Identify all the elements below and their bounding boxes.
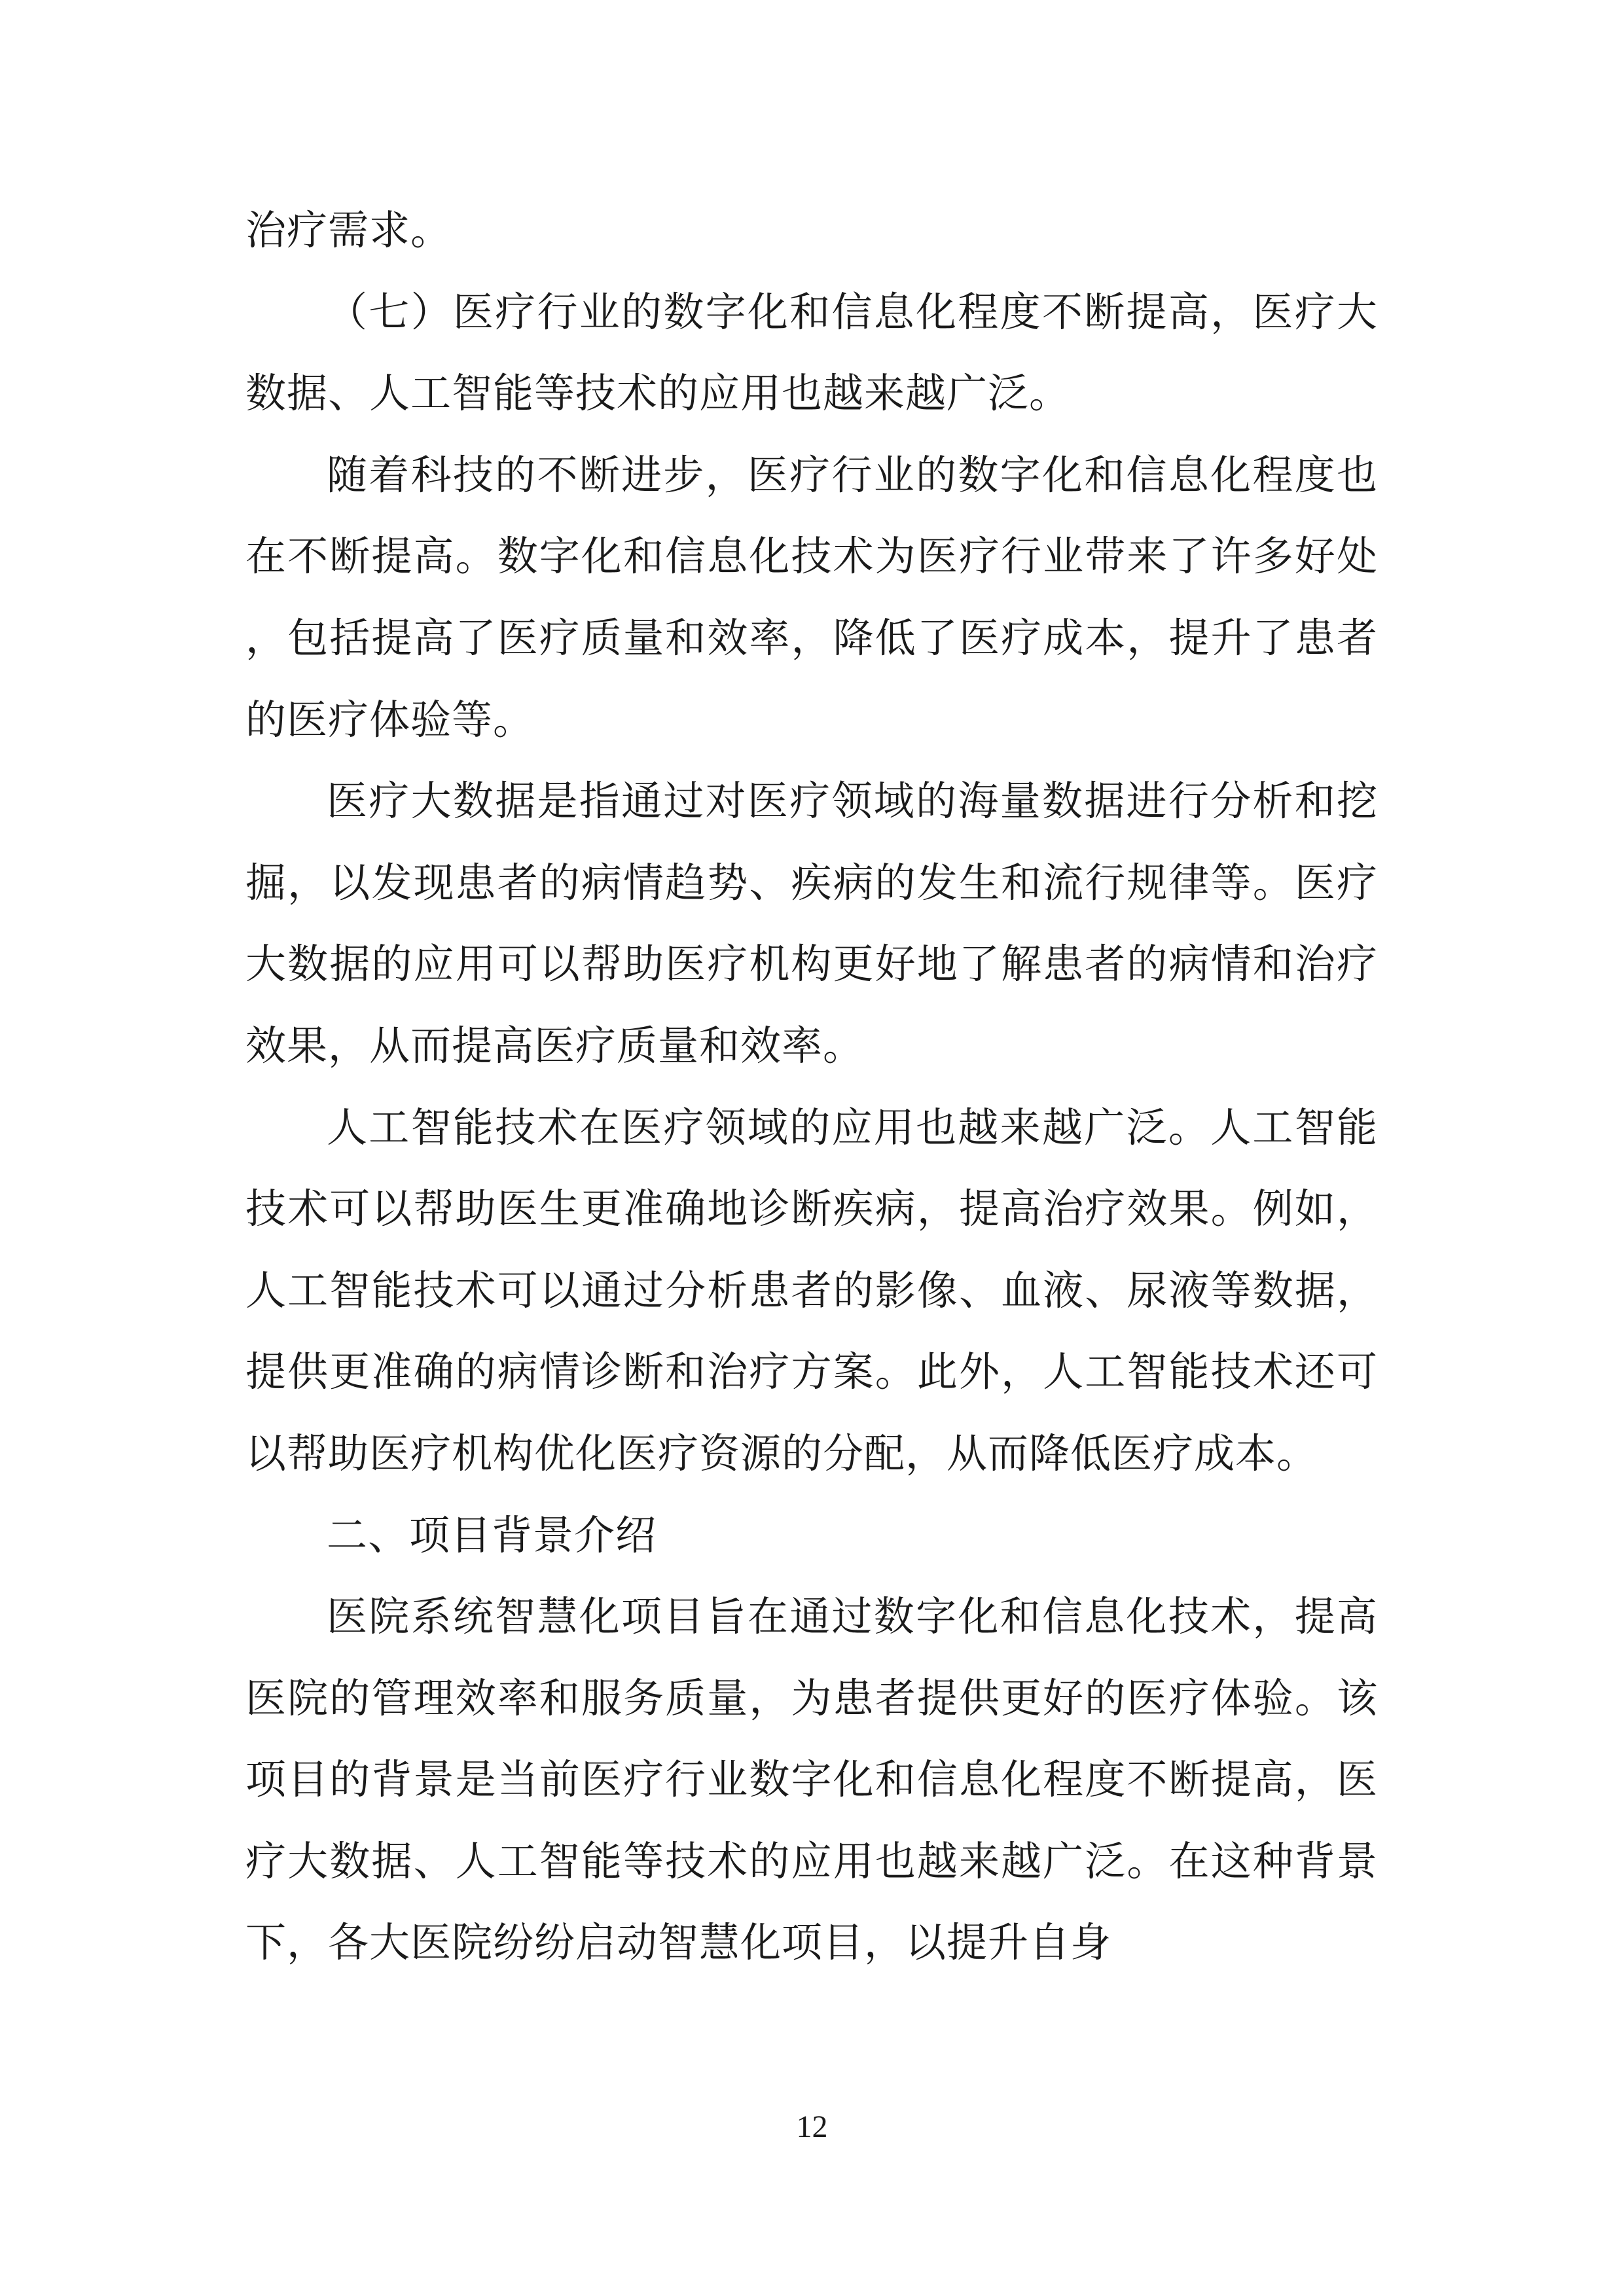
paragraph-digitalization: 随着科技的不断进步，医疗行业的数字化和信息化程度也在不断提高。数字化和信息化技术为医疗行业带来了许多好处，包括提高了医疗质量和效率，降低了医疗成本，提升了患者的医疗体验等。 <box>245 450 1378 744</box>
page-number: 12 <box>796 2109 828 2144</box>
body-text <box>245 190 1378 1984</box>
paragraph-artificial-intelligence: 人工智能技术在医疗领域的应用也越来越广泛。人工智能技术可以帮助医生更准确地诊断疾病，提高治疗效果。例如，人工智能技术可以通过分析患者的影像、血液、尿液等数据，提供更准确的病情诊断和治疗方案。此外，人工智能技术还可以帮助医疗机构优化医疗资源的分配，从而降低医疗成本。 <box>245 1103 1378 1477</box>
paragraph-smart-hospital-project: 医院系统智慧化项目旨在通过数字化和信息化技术，提高医院的管理效率和服务质量，为患者提供更好的医疗体验。该项目的背景是当前医疗行业数字化和信息化程度不断提高，医疗大数据、人工智能等技术的应用也越来越广泛。在这种背景下，各大医院纷纷启动智慧化项目，以提升自身 <box>245 1592 1378 1967</box>
paragraph-medical-big-data: 医疗大数据是指通过对医疗领域的海量数据进行分析和挖掘，以发现患者的病情趋势、疾病的发生和流行规律等。医疗大数据的应用可以帮助医疗机构更好地了解患者的病情和治疗效果，从而提高医疗质量和效率。 <box>245 777 1378 1069</box>
paragraph-treatment-needs-end: 治疗需求。 <box>245 206 452 254</box>
section-heading-seven: （七）医疗行业的数字化和信息化程度不断提高，医疗大数据、人工智能等技术的应用也越来越广泛。 <box>245 287 1378 418</box>
section-heading-project-background: 二、项目背景介绍 <box>327 1511 657 1559</box>
